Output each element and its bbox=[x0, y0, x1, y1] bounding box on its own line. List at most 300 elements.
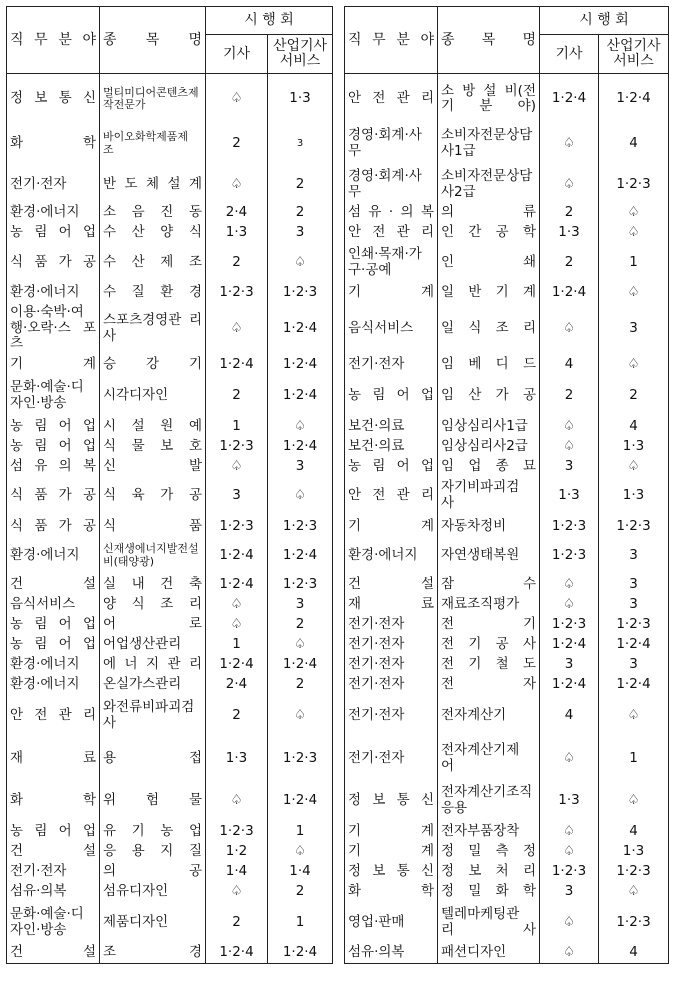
industrial-rounds-cell: 1·4 bbox=[268, 862, 333, 882]
item-name-cell: 의 공 bbox=[100, 862, 206, 882]
industrial-rounds-cell: ♤ bbox=[268, 243, 333, 283]
engineer-rounds-cell: 1·2·3 bbox=[540, 615, 599, 635]
industrial-rounds-cell: ♤ bbox=[599, 355, 669, 375]
industrial-rounds-cell: 3 bbox=[599, 575, 669, 595]
industrial-rounds-cell: 3 bbox=[599, 538, 669, 575]
industrial-rounds-cell: 4 bbox=[599, 121, 669, 168]
item-name-cell: 텔레마케팅관 리 사 bbox=[438, 902, 540, 944]
industrial-rounds-cell: ♤ bbox=[599, 457, 669, 477]
table-row bbox=[7, 575, 333, 595]
engineer-rounds-cell: 2 bbox=[206, 375, 268, 417]
item-name-cell: 식 물 보 호 bbox=[100, 437, 206, 457]
field-cell: 정 보 통 신 bbox=[345, 862, 438, 882]
industrial-rounds-cell: 1·2·3 bbox=[268, 516, 333, 538]
item-name-cell: 와전류비파괴검 사 bbox=[100, 695, 206, 738]
item-name-cell: 인 쇄 bbox=[438, 243, 540, 283]
industrial-rounds-cell: ♤ bbox=[599, 283, 669, 303]
engineer-rounds-cell: ♤ bbox=[540, 902, 599, 944]
field-cell: 화 학 bbox=[345, 882, 438, 902]
industrial-rounds-cell: 2 bbox=[599, 375, 669, 417]
industrial-rounds-cell: 2 bbox=[268, 203, 333, 223]
table-row bbox=[7, 203, 333, 223]
table-row bbox=[7, 635, 333, 655]
header-item: 종 목 명 bbox=[100, 7, 206, 74]
engineer-rounds-cell: ♤ bbox=[540, 822, 599, 842]
engineer-rounds-cell: 1·2·4 bbox=[206, 355, 268, 375]
engineer-rounds-cell: ♤ bbox=[206, 168, 268, 203]
table-row bbox=[345, 355, 669, 375]
field-cell: 전기·전자 bbox=[345, 615, 438, 635]
engineer-rounds-cell: 2 bbox=[206, 243, 268, 283]
engineer-rounds-cell: 1·2·3 bbox=[206, 437, 268, 457]
item-name-cell: 전 기 철 도 bbox=[438, 655, 540, 675]
engineer-rounds-cell: 1·3 bbox=[206, 223, 268, 243]
table-row bbox=[345, 675, 669, 695]
item-name-cell: 자연생태복원 bbox=[438, 538, 540, 575]
field-cell: 건 설 bbox=[7, 842, 100, 862]
table-row bbox=[345, 477, 669, 516]
field-cell: 음식서비스 bbox=[345, 303, 438, 355]
field-cell: 문화·예술·디자인·방송 bbox=[7, 902, 100, 944]
engineer-rounds-cell: 1·2·3 bbox=[540, 538, 599, 575]
field-cell: 농 림 어 업 bbox=[7, 635, 100, 655]
field-cell: 정 보 통 신 bbox=[7, 74, 100, 121]
engineer-rounds-cell: ♤ bbox=[540, 303, 599, 355]
industrial-rounds-cell: 1 bbox=[268, 902, 333, 944]
item-name-cell: 수 산 양 식 bbox=[100, 223, 206, 243]
item-name-cell: 인 간 공 학 bbox=[438, 223, 540, 243]
engineer-rounds-cell: 1·4 bbox=[206, 862, 268, 882]
engineer-rounds-cell: ♤ bbox=[540, 595, 599, 615]
engineer-rounds-cell: 1·2 bbox=[206, 842, 268, 862]
table-row bbox=[7, 243, 333, 283]
item-name-cell: 의 류 bbox=[438, 203, 540, 223]
table-row bbox=[345, 516, 669, 538]
table-row bbox=[7, 283, 333, 303]
table-row bbox=[345, 862, 669, 882]
field-cell: 전기·전자 bbox=[345, 655, 438, 675]
item-name-cell: 재료조직평가 bbox=[438, 595, 540, 615]
right-exam-table bbox=[344, 6, 669, 964]
item-name-cell: 신재생에너지발전설비(태양광) bbox=[100, 538, 206, 575]
engineer-rounds-cell: 1·2·4 bbox=[206, 538, 268, 575]
table-row bbox=[7, 882, 333, 902]
industrial-rounds-cell: 1·2·3 bbox=[599, 168, 669, 203]
field-cell: 안 전 관 리 bbox=[345, 74, 438, 121]
engineer-rounds-cell: ♤ bbox=[206, 595, 268, 615]
industrial-rounds-cell: 1·2·4 bbox=[268, 944, 333, 964]
field-cell: 경영·회계·사 무 bbox=[345, 168, 438, 203]
item-name-cell: 전자계산기 bbox=[438, 695, 540, 738]
item-name-cell: 응 용 지 질 bbox=[100, 842, 206, 862]
table-row bbox=[345, 538, 669, 575]
engineer-rounds-cell: ♤ bbox=[540, 121, 599, 168]
item-name-cell: 전 자 bbox=[438, 675, 540, 695]
field-cell: 전기·전자 bbox=[345, 695, 438, 738]
field-cell: 화 학 bbox=[7, 780, 100, 822]
field-cell: 문화·예술·디자인·방송 bbox=[7, 375, 100, 417]
header-field: 직 무 분 야 bbox=[345, 7, 438, 74]
field-cell: 전기·전자 bbox=[345, 355, 438, 375]
table-row bbox=[345, 902, 669, 944]
table-row bbox=[7, 695, 333, 738]
field-cell: 안 전 관 리 bbox=[345, 477, 438, 516]
engineer-rounds-cell: 4 bbox=[540, 355, 599, 375]
field-cell: 농 림 어 업 bbox=[345, 457, 438, 477]
table-row bbox=[7, 168, 333, 203]
field-cell: 전기·전자 bbox=[7, 862, 100, 882]
item-name-cell: 자동차정비 bbox=[438, 516, 540, 538]
industrial-rounds-cell: ♤ bbox=[268, 635, 333, 655]
table-row bbox=[7, 121, 333, 168]
industrial-rounds-cell: 3 bbox=[268, 121, 333, 168]
item-name-cell: 정 보 처 리 bbox=[438, 862, 540, 882]
engineer-rounds-cell: 4 bbox=[540, 695, 599, 738]
field-cell: 건 설 bbox=[345, 575, 438, 595]
field-cell: 환경·에너지 bbox=[7, 283, 100, 303]
item-name-cell: 어 로 bbox=[100, 615, 206, 635]
header-engineer: 기사 bbox=[206, 35, 268, 74]
field-cell: 안 전 관 리 bbox=[7, 695, 100, 738]
item-name-cell: 승 강 기 bbox=[100, 355, 206, 375]
field-cell: 환경·에너지 bbox=[7, 655, 100, 675]
engineer-rounds-cell: 1·2·3 bbox=[206, 822, 268, 842]
engineer-rounds-cell: 3 bbox=[206, 477, 268, 516]
industrial-rounds-cell: 2 bbox=[268, 882, 333, 902]
engineer-rounds-cell: 2 bbox=[540, 203, 599, 223]
item-name-cell: 임상심리사2급 bbox=[438, 437, 540, 457]
field-cell: 식 품 가 공 bbox=[7, 243, 100, 283]
field-cell: 기 계 bbox=[345, 842, 438, 862]
table-row bbox=[345, 417, 669, 437]
item-name-cell: 반 도 체 설 계 bbox=[100, 168, 206, 203]
item-name-cell: 임상심리사1급 bbox=[438, 417, 540, 437]
table-row bbox=[345, 635, 669, 655]
table-row bbox=[345, 695, 669, 738]
industrial-rounds-cell: 1·3 bbox=[268, 74, 333, 121]
item-name-cell: 패션디자인 bbox=[438, 944, 540, 964]
industrial-rounds-cell: 3 bbox=[268, 457, 333, 477]
engineer-rounds-cell: 1 bbox=[206, 417, 268, 437]
table-row bbox=[7, 375, 333, 417]
engineer-rounds-cell: 1·2·4 bbox=[206, 655, 268, 675]
field-cell: 섬유·의복 bbox=[345, 944, 438, 964]
table-row bbox=[7, 223, 333, 243]
industrial-rounds-cell: 1·2·3 bbox=[268, 283, 333, 303]
field-cell: 전기·전자 bbox=[345, 738, 438, 780]
industrial-rounds-cell: 1·3 bbox=[599, 477, 669, 516]
engineer-rounds-cell: ♤ bbox=[206, 74, 268, 121]
table-row bbox=[345, 283, 669, 303]
table-row bbox=[345, 168, 669, 203]
engineer-rounds-cell: 2 bbox=[540, 243, 599, 283]
table-row bbox=[7, 675, 333, 695]
left-exam-table bbox=[6, 6, 333, 964]
table-row bbox=[345, 121, 669, 168]
industrial-rounds-cell: ♤ bbox=[599, 203, 669, 223]
item-name-cell: 멀티미디어콘텐츠제작전문가 bbox=[100, 74, 206, 121]
engineer-rounds-cell: ♤ bbox=[540, 738, 599, 780]
field-cell: 농 림 어 업 bbox=[7, 223, 100, 243]
item-name-cell: 섬유디자인 bbox=[100, 882, 206, 902]
table-row bbox=[345, 595, 669, 615]
industrial-rounds-cell: 1·2·3 bbox=[599, 516, 669, 538]
industrial-rounds-cell: 1·2·3 bbox=[599, 902, 669, 944]
table-row bbox=[7, 862, 333, 882]
engineer-rounds-cell: ♤ bbox=[206, 457, 268, 477]
industrial-rounds-cell: 1·2·4 bbox=[268, 303, 333, 355]
item-name-cell: 양 식 조 리 bbox=[100, 595, 206, 615]
engineer-rounds-cell: 1·2·4 bbox=[206, 944, 268, 964]
table-row bbox=[7, 655, 333, 675]
table-row bbox=[7, 822, 333, 842]
engineer-rounds-cell: ♤ bbox=[206, 615, 268, 635]
industrial-rounds-cell: 1·2·4 bbox=[599, 74, 669, 121]
field-cell: 재 료 bbox=[345, 595, 438, 615]
table-row bbox=[345, 223, 669, 243]
item-name-cell: 전자부품장착 bbox=[438, 822, 540, 842]
engineer-rounds-cell: 2 bbox=[540, 375, 599, 417]
item-name-cell: 스포츠경영관 리 사 bbox=[100, 303, 206, 355]
field-cell: 인쇄·목재·가구·공예 bbox=[345, 243, 438, 283]
table-row bbox=[7, 516, 333, 538]
engineer-rounds-cell: 1·3 bbox=[540, 223, 599, 243]
field-cell: 전기·전자 bbox=[345, 635, 438, 655]
table-row bbox=[345, 243, 669, 283]
item-name-cell: 전자계산기조직응용 bbox=[438, 780, 540, 822]
engineer-rounds-cell: ♤ bbox=[540, 168, 599, 203]
table-row bbox=[7, 74, 333, 121]
engineer-rounds-cell: ♤ bbox=[540, 944, 599, 964]
field-cell: 기 계 bbox=[7, 355, 100, 375]
item-name-cell: 에 너 지 관 리 bbox=[100, 655, 206, 675]
item-name-cell: 전자계산기제 어 bbox=[438, 738, 540, 780]
item-name-cell: 전 기 공 사 bbox=[438, 635, 540, 655]
item-name-cell: 소비자전문상담사1급 bbox=[438, 121, 540, 168]
industrial-rounds-cell: ♤ bbox=[268, 417, 333, 437]
industrial-rounds-cell: 3 bbox=[268, 595, 333, 615]
engineer-rounds-cell: 1 bbox=[206, 635, 268, 655]
table-row bbox=[7, 355, 333, 375]
field-cell: 전기·전자 bbox=[7, 168, 100, 203]
field-cell: 농 림 어 업 bbox=[7, 417, 100, 437]
field-cell: 재 료 bbox=[7, 738, 100, 780]
engineer-rounds-cell: 1·3 bbox=[540, 477, 599, 516]
item-name-cell: 임 산 가 공 bbox=[438, 375, 540, 417]
table-row bbox=[345, 575, 669, 595]
item-name-cell: 잠 수 bbox=[438, 575, 540, 595]
engineer-rounds-cell: ♤ bbox=[206, 882, 268, 902]
industrial-rounds-cell: 1·2·3 bbox=[268, 738, 333, 780]
table-row bbox=[7, 615, 333, 635]
industrial-rounds-cell: 4 bbox=[599, 417, 669, 437]
engineer-rounds-cell: 2 bbox=[206, 902, 268, 944]
field-cell: 건 설 bbox=[7, 944, 100, 964]
item-name-cell: 소 음 진 동 bbox=[100, 203, 206, 223]
engineer-rounds-cell: 1·3 bbox=[206, 738, 268, 780]
industrial-rounds-cell: 4 bbox=[599, 944, 669, 964]
table-row bbox=[7, 738, 333, 780]
engineer-rounds-cell: 1·2·4 bbox=[540, 283, 599, 303]
industrial-rounds-cell: 3 bbox=[599, 655, 669, 675]
field-cell: 환경·에너지 bbox=[7, 203, 100, 223]
item-name-cell: 조 경 bbox=[100, 944, 206, 964]
industrial-rounds-cell: 2 bbox=[268, 675, 333, 695]
engineer-rounds-cell: 1·2·4 bbox=[206, 575, 268, 595]
industrial-rounds-cell: 2 bbox=[268, 615, 333, 635]
industrial-rounds-cell: 3 bbox=[599, 595, 669, 615]
item-name-cell: 정 밀 화 학 bbox=[438, 882, 540, 902]
item-name-cell: 위 험 물 bbox=[100, 780, 206, 822]
industrial-rounds-cell: 1·2·3 bbox=[599, 862, 669, 882]
table-row bbox=[345, 822, 669, 842]
engineer-rounds-cell: 1·2·3 bbox=[206, 516, 268, 538]
industrial-rounds-cell: 1 bbox=[599, 738, 669, 780]
item-name-cell: 전 기 bbox=[438, 615, 540, 635]
field-cell: 농 림 어 업 bbox=[7, 437, 100, 457]
engineer-rounds-cell: 1·2·4 bbox=[540, 74, 599, 121]
table-row bbox=[7, 457, 333, 477]
field-cell: 섬 유 · 의 복 bbox=[345, 203, 438, 223]
engineer-rounds-cell: 2·4 bbox=[206, 675, 268, 695]
field-cell: 농 림 어 업 bbox=[7, 615, 100, 635]
item-name-cell: 일 반 기 계 bbox=[438, 283, 540, 303]
table-row bbox=[345, 655, 669, 675]
industrial-rounds-cell: ♤ bbox=[268, 695, 333, 738]
field-cell: 보건·의료 bbox=[345, 417, 438, 437]
industrial-rounds-cell: 1·2·4 bbox=[599, 675, 669, 695]
engineer-rounds-cell: 2·4 bbox=[206, 203, 268, 223]
item-name-cell: 수 산 제 조 bbox=[100, 243, 206, 283]
table-row bbox=[7, 902, 333, 944]
engineer-rounds-cell: 3 bbox=[540, 457, 599, 477]
table-row bbox=[345, 74, 669, 121]
industrial-rounds-cell: 2 bbox=[268, 168, 333, 203]
header-engineer: 기사 bbox=[540, 35, 599, 74]
item-name-cell: 용 접 bbox=[100, 738, 206, 780]
item-name-cell: 신 발 bbox=[100, 457, 206, 477]
item-name-cell: 일 식 조 리 bbox=[438, 303, 540, 355]
table-row bbox=[345, 375, 669, 417]
item-name-cell: 소 방 설 비(전 기 분 야) bbox=[438, 74, 540, 121]
field-cell: 안 전 관 리 bbox=[345, 223, 438, 243]
field-cell: 섬유·의복 bbox=[7, 882, 100, 902]
industrial-rounds-cell: 1·2·4 bbox=[268, 538, 333, 575]
header-exam-rounds: 시 행 회 bbox=[540, 7, 669, 35]
table-row bbox=[345, 842, 669, 862]
field-cell: 농 림 어 업 bbox=[7, 822, 100, 842]
industrial-rounds-cell: ♤ bbox=[599, 780, 669, 822]
item-name-cell: 자기비파괴검 사 bbox=[438, 477, 540, 516]
table-row bbox=[7, 417, 333, 437]
engineer-rounds-cell: ♤ bbox=[540, 842, 599, 862]
header-industrial: 산업기사 서비스 bbox=[599, 35, 669, 74]
industrial-rounds-cell: 1 bbox=[268, 822, 333, 842]
field-cell: 음식서비스 bbox=[7, 595, 100, 615]
item-name-cell: 식 육 가 공 bbox=[100, 477, 206, 516]
table-row bbox=[7, 780, 333, 822]
item-name-cell: 어업생산관리 bbox=[100, 635, 206, 655]
engineer-rounds-cell: 1·2·4 bbox=[540, 635, 599, 655]
engineer-rounds-cell: 1·2·4 bbox=[540, 675, 599, 695]
header-industrial: 산업기사 서비스 bbox=[268, 35, 333, 74]
industrial-rounds-cell: ♤ bbox=[268, 477, 333, 516]
field-cell: 환경·에너지 bbox=[345, 538, 438, 575]
table-row bbox=[345, 437, 669, 457]
item-name-cell: 식 품 bbox=[100, 516, 206, 538]
engineer-rounds-cell: 1·2·3 bbox=[540, 862, 599, 882]
item-name-cell: 소비자전문상담사2급 bbox=[438, 168, 540, 203]
item-name-cell: 온실가스관리 bbox=[100, 675, 206, 695]
industrial-rounds-cell: 3 bbox=[599, 303, 669, 355]
field-cell: 환경·에너지 bbox=[7, 538, 100, 575]
industrial-rounds-cell: 1·3 bbox=[599, 437, 669, 457]
industrial-rounds-cell: 1·2·4 bbox=[268, 375, 333, 417]
engineer-rounds-cell: ♤ bbox=[540, 417, 599, 437]
engineer-rounds-cell: ♤ bbox=[206, 780, 268, 822]
table-row bbox=[7, 538, 333, 575]
table-row bbox=[345, 882, 669, 902]
engineer-rounds-cell: 1·3 bbox=[540, 780, 599, 822]
engineer-rounds-cell: 2 bbox=[206, 121, 268, 168]
item-name-cell: 수 질 환 경 bbox=[100, 283, 206, 303]
table-row bbox=[345, 780, 669, 822]
field-cell: 환경·에너지 bbox=[7, 675, 100, 695]
item-name-cell: 정 밀 측 정 bbox=[438, 842, 540, 862]
header-field: 직 무 분 야 bbox=[7, 7, 100, 74]
field-cell: 기 계 bbox=[345, 283, 438, 303]
table-row bbox=[345, 615, 669, 635]
industrial-rounds-cell: 1·2·4 bbox=[268, 655, 333, 675]
engineer-rounds-cell: ♤ bbox=[206, 303, 268, 355]
header-exam-rounds: 시 행 회 bbox=[206, 7, 333, 35]
field-cell: 화 학 bbox=[7, 121, 100, 168]
table-row bbox=[345, 944, 669, 964]
field-cell: 영업·판매 bbox=[345, 902, 438, 944]
table-row bbox=[345, 738, 669, 780]
item-name-cell: 바이오화학제품제 조 bbox=[100, 121, 206, 168]
field-cell: 농 림 어 업 bbox=[345, 375, 438, 417]
field-cell: 건 설 bbox=[7, 575, 100, 595]
industrial-rounds-cell: ♤ bbox=[268, 842, 333, 862]
engineer-rounds-cell: 3 bbox=[540, 882, 599, 902]
industrial-rounds-cell: ♤ bbox=[599, 223, 669, 243]
engineer-rounds-cell: 1·2·3 bbox=[540, 516, 599, 538]
engineer-rounds-cell: ♤ bbox=[540, 437, 599, 457]
item-name-cell: 임 베 디 드 bbox=[438, 355, 540, 375]
industrial-rounds-cell: 1·2·3 bbox=[268, 575, 333, 595]
field-cell: 식 품 가 공 bbox=[7, 516, 100, 538]
item-name-cell: 실 내 건 축 bbox=[100, 575, 206, 595]
table-row bbox=[7, 595, 333, 615]
engineer-rounds-cell: ♤ bbox=[540, 575, 599, 595]
item-name-cell: 유 기 농 업 bbox=[100, 822, 206, 842]
industrial-rounds-cell: ♤ bbox=[599, 695, 669, 738]
field-cell: 경영·회계·사 무 bbox=[345, 121, 438, 168]
field-cell: 식 품 가 공 bbox=[7, 477, 100, 516]
industrial-rounds-cell: 1·2·4 bbox=[268, 780, 333, 822]
field-cell: 이용·숙박·여행·오락·스 포 츠 bbox=[7, 303, 100, 355]
engineer-rounds-cell: 3 bbox=[540, 655, 599, 675]
field-cell: 기 계 bbox=[345, 516, 438, 538]
industrial-rounds-cell: 3 bbox=[268, 223, 333, 243]
industrial-rounds-cell: 1·2·4 bbox=[268, 355, 333, 375]
field-cell: 전기·전자 bbox=[345, 675, 438, 695]
industrial-rounds-cell: 1·2·4 bbox=[599, 635, 669, 655]
industrial-rounds-cell: 4 bbox=[599, 822, 669, 842]
field-cell: 기 계 bbox=[345, 822, 438, 842]
industrial-rounds-cell: 1 bbox=[599, 243, 669, 283]
